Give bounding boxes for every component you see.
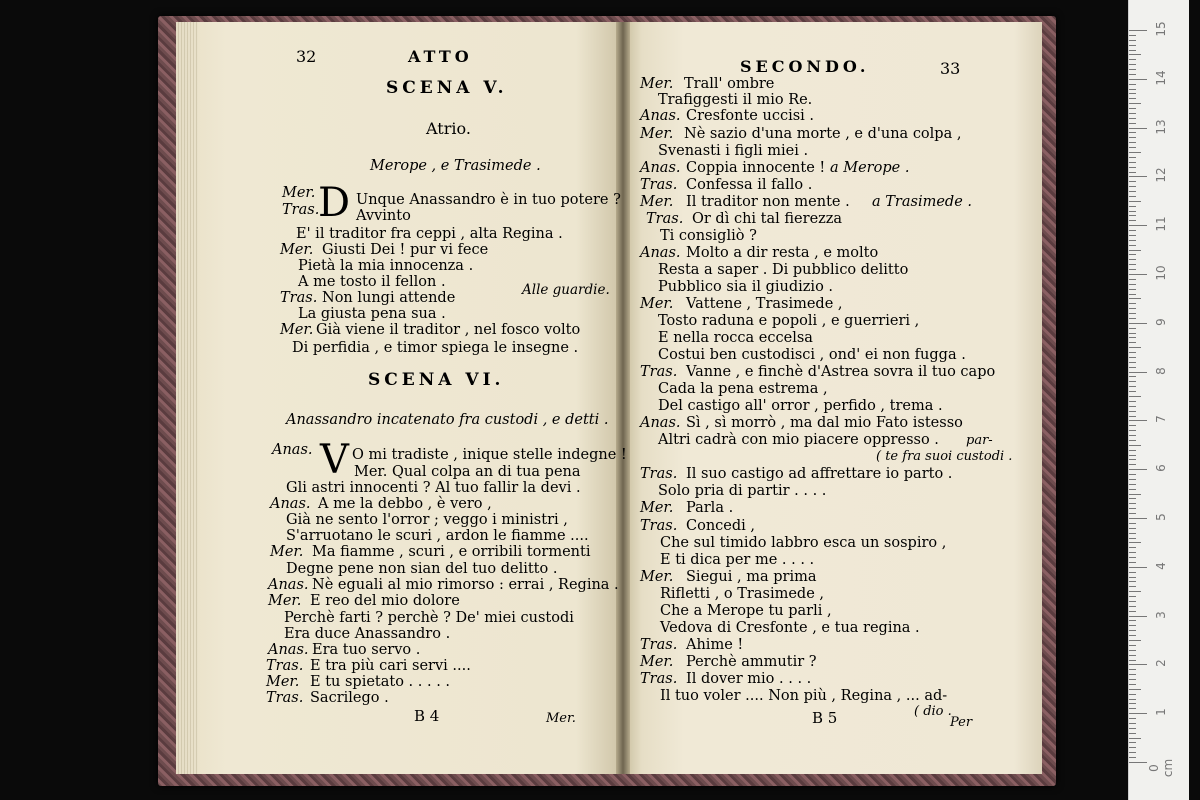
verse-line: E nella rocca eccelsa (658, 330, 813, 346)
ruler-tick (1129, 479, 1136, 480)
ruler-tick (1129, 206, 1136, 207)
ruler-tick (1129, 376, 1136, 377)
ruler-tick (1129, 723, 1136, 724)
page-number-right: 33 (940, 59, 961, 78)
book-gutter (616, 22, 630, 774)
ruler-tick (1129, 54, 1141, 55)
verse-line: Il tuo voler .... Non più , Regina , ... ad- (660, 688, 948, 704)
verse-line: Costui ben custodisci , ond' ei non fugga . (658, 347, 966, 363)
ruler-tick (1129, 708, 1136, 709)
verse-line: E ti dica per me . . . . (660, 552, 815, 568)
verse-line: Vattene , Trasimede , (686, 296, 843, 312)
ruler-number: 6 (1154, 464, 1168, 473)
ruler-number: 15 (1154, 21, 1168, 37)
verse-line: Nè sazio d'una morte , e d'una colpa , (684, 126, 962, 142)
ruler-tick (1129, 342, 1136, 343)
verse-line: Cresfonte uccisi . (686, 108, 815, 124)
speaker: Anas. (272, 442, 313, 458)
ruler-tick (1129, 84, 1136, 85)
ruler-tick (1129, 162, 1136, 163)
verse-line: Vedova di Cresfonte , e tua regina . (660, 620, 920, 636)
ruler-tick (1129, 733, 1136, 734)
ruler-tick (1129, 186, 1136, 187)
ruler-tick (1129, 601, 1136, 602)
ruler-tick (1129, 279, 1136, 280)
speaker: Anas. (640, 415, 681, 431)
verse-line: Nè eguali al mio rimorso : errai , Regina . (312, 577, 619, 593)
speaker: Mer. (266, 674, 300, 690)
speaker: Mer. (280, 242, 314, 258)
ruler-number: 2 (1154, 659, 1168, 668)
ruler-tick (1129, 196, 1136, 197)
ruler-tick (1129, 35, 1136, 36)
verse-line: E reo del mio dolore (310, 593, 460, 609)
ruler-number: 8 (1154, 366, 1168, 375)
ruler-tick (1129, 689, 1141, 690)
ruler-tick (1129, 269, 1136, 270)
verse-line: A me la debbo , è vero , (318, 496, 492, 512)
ruler-tick (1129, 323, 1147, 324)
ruler-tick (1129, 630, 1136, 631)
ruler-tick (1129, 59, 1136, 60)
ruler-tick (1129, 455, 1136, 456)
page-edges (176, 22, 198, 774)
ruler-number: 13 (1154, 118, 1168, 135)
verse-line: La giusta pena sua . (298, 306, 446, 322)
running-head-right: SECONDO. (740, 57, 870, 76)
ruler-tick (1129, 513, 1136, 514)
ruler-tick (1129, 98, 1136, 99)
ruler-tick (1129, 30, 1147, 31)
ruler-tick (1129, 69, 1136, 70)
ruler-tick (1129, 664, 1147, 665)
verse-line: E' il traditor fra ceppi , alta Regina . (296, 226, 563, 242)
ruler-tick (1129, 450, 1136, 451)
speaker: Anas. (268, 642, 309, 658)
ruler-tick (1129, 45, 1136, 46)
speaker: Anas. (640, 245, 681, 261)
verse-line: Vanne , e finchè d'Astrea sovra il tuo capo (686, 364, 996, 380)
verse-line: O mi tradiste , inique stelle indegne ! (352, 447, 627, 463)
ruler-tick (1129, 313, 1136, 314)
ruler-tick (1129, 289, 1136, 290)
ruler-tick (1129, 503, 1136, 504)
ruler-tick (1129, 596, 1136, 597)
measuring-ruler (1128, 0, 1189, 800)
verse-line: Che sul timido labbro esca un sospiro , (660, 535, 947, 551)
ruler-tick (1129, 215, 1136, 216)
speaker: Mer. (268, 593, 302, 609)
speaker: Mer. (640, 569, 674, 585)
ruler-number: 12 (1154, 167, 1168, 184)
verse-line: Giusti Dei ! pur vi fece (322, 242, 489, 258)
verse-line: Di perfidia , e timor spiega le insegne . (292, 340, 579, 356)
ruler-number: 11 (1154, 216, 1168, 232)
ruler-tick (1129, 240, 1136, 241)
speaker: Tras. (282, 202, 320, 218)
ruler-tick (1129, 518, 1147, 519)
ruler-tick (1129, 367, 1136, 368)
ruler-tick (1129, 181, 1136, 182)
ruler-tick (1129, 542, 1141, 543)
ruler-tick (1129, 635, 1136, 636)
stage-direction: a Merope . (830, 160, 910, 176)
signature-mark: B 5 (812, 709, 838, 727)
verse-line: Trafiggesti il mio Re. (658, 92, 813, 108)
ruler-tick (1129, 201, 1141, 202)
ruler-tick (1129, 435, 1136, 436)
stage-direction: ( te fra suoi custodi . (876, 449, 1013, 464)
ruler-tick (1129, 74, 1136, 75)
verse-line: Confessa il fallo . (686, 177, 813, 193)
speaker: Tras. (640, 637, 678, 653)
speaker: Anas. (640, 160, 681, 176)
ruler-tick (1129, 469, 1147, 470)
ruler-tick (1129, 484, 1136, 485)
ruler-tick (1129, 474, 1136, 475)
ruler-tick (1129, 489, 1136, 490)
ruler-tick (1129, 640, 1141, 641)
scene-characters: Merope , e Trasimede . (370, 158, 541, 174)
verse-line: Degne pene non sian del tuo delitto . (286, 561, 558, 577)
ruler-tick (1129, 586, 1136, 587)
ruler-tick (1129, 752, 1136, 753)
ruler-tick (1129, 172, 1136, 173)
ruler-tick (1129, 245, 1136, 246)
stage-direction: par- (966, 433, 993, 448)
ruler-tick (1129, 128, 1147, 129)
ruler-tick (1129, 230, 1136, 231)
ruler-tick (1129, 464, 1136, 465)
ruler-tick (1129, 655, 1136, 656)
scene-characters: Anassandro incatenato fra custodi , e detti . (286, 412, 609, 428)
ruler-tick (1129, 577, 1136, 578)
verse-line: Trall' ombre (684, 76, 775, 92)
ruler-tick (1129, 298, 1141, 299)
verse-line: Resta a saper . Di pubblico delitto (658, 262, 909, 278)
ruler-tick (1129, 176, 1147, 177)
ruler-tick (1129, 79, 1147, 80)
ruler-tick (1129, 103, 1141, 104)
ruler-tick (1129, 498, 1136, 499)
verse-line: Non lungi attende (322, 290, 456, 306)
verse-line: Rifletti , o Trasimede , (660, 586, 825, 602)
ruler-tick (1129, 137, 1136, 138)
ruler-tick (1129, 430, 1136, 431)
ruler-tick (1129, 616, 1147, 617)
speaker: Mer. (640, 296, 674, 312)
ruler-number: 7 (1154, 415, 1168, 424)
page-number-left: 32 (296, 47, 317, 66)
ruler-tick (1129, 333, 1136, 334)
ruler-number: 5 (1154, 513, 1168, 521)
ruler-tick (1129, 738, 1141, 739)
speaker: Mer. (640, 500, 674, 516)
ruler-tick (1129, 552, 1136, 553)
ruler-tick (1129, 650, 1136, 651)
speaker: Tras. (640, 177, 678, 193)
ruler-tick (1129, 523, 1136, 524)
ruler-tick (1129, 669, 1136, 670)
ruler-tick (1129, 674, 1136, 675)
ruler-tick (1129, 416, 1136, 417)
verse-line: Già ne sento l'orror ; veggo i ministri , (286, 512, 568, 528)
speaker: Tras. (266, 690, 304, 706)
verse-line: E tu spietato . . . . . (310, 674, 451, 690)
ruler-tick (1129, 50, 1136, 51)
ruler-tick (1129, 533, 1136, 534)
ruler-tick (1129, 396, 1141, 397)
speaker: Mer. (270, 544, 304, 560)
ruler-tick (1129, 225, 1147, 226)
verse-line: Era tuo servo . (312, 642, 421, 658)
stage-direction: ( dio . (914, 704, 952, 719)
verse-line: E tra più cari servi .... (310, 658, 471, 674)
ruler-tick (1129, 562, 1136, 563)
ruler-tick (1129, 211, 1136, 212)
ruler-tick (1129, 625, 1136, 626)
speaker: Tras. (640, 466, 678, 482)
ruler-tick (1129, 294, 1136, 295)
verse-line: Ti consigliò ? (660, 228, 757, 244)
ruler-tick (1129, 728, 1136, 729)
ruler-tick (1129, 606, 1136, 607)
verse-line: Avvinto (356, 208, 411, 224)
ruler-tick (1129, 508, 1136, 509)
ruler-tick (1129, 694, 1136, 695)
verse-line: Coppia innocente ! (686, 160, 826, 176)
ruler-tick (1129, 157, 1136, 158)
verse-line: Siegui , ma prima (686, 569, 817, 585)
verse-line: Parla . (686, 500, 734, 516)
stage-direction: a Trasimede . (872, 194, 972, 210)
verse-line: Molto a dir resta , e molto (686, 245, 879, 261)
verse-line: Cada la pena estrema , (658, 381, 828, 397)
ruler-tick (1129, 132, 1136, 133)
ruler-tick (1129, 357, 1136, 358)
verse-line: Pubblico sia il giudizio . (658, 279, 834, 295)
catchword: Per (950, 715, 973, 730)
verse-line: Il traditor non mente . (686, 194, 850, 210)
verse-line: Unque Anassandro è in tuo potere ? (356, 192, 621, 208)
verse-line: Sì , sì morrò , ma dal mio Fato istesso (686, 415, 963, 431)
speaker: Anas. (268, 577, 309, 593)
ruler-tick (1129, 538, 1136, 539)
ruler-number: 10 (1154, 265, 1168, 281)
ruler-tick (1129, 406, 1136, 407)
ruler-tick (1129, 459, 1136, 460)
verse-line: Del castigo all' orror , perfido , trema . (658, 398, 943, 414)
ruler-tick (1129, 679, 1136, 680)
running-head-left: ATTO (408, 47, 473, 66)
speaker: Tras. (640, 671, 678, 687)
ruler-number: 1 (1154, 708, 1168, 717)
ruler-tick (1129, 591, 1141, 592)
verse-line: Ma fiamme , scuri , e orribili tormenti (312, 544, 591, 560)
speaker: Tras. (280, 290, 318, 306)
ruler-tick (1129, 567, 1147, 568)
ruler-tick (1129, 425, 1136, 426)
ruler-tick (1129, 445, 1141, 446)
drop-cap: D (318, 180, 351, 226)
ruler-tick (1129, 557, 1136, 558)
ruler-tick (1129, 328, 1136, 329)
ruler-tick (1129, 142, 1136, 143)
ruler-tick (1129, 64, 1136, 65)
stage-direction: Alle guardie. (522, 282, 610, 298)
ruler-tick (1129, 386, 1136, 387)
verse-line: Il dover mio . . . . (686, 671, 812, 687)
ruler-tick (1129, 337, 1136, 338)
scene-setting: Atrio. (426, 119, 471, 138)
ruler-tick (1129, 703, 1136, 704)
ruler-tick (1129, 259, 1136, 260)
ruler-tick (1129, 318, 1136, 319)
ruler-tick (1129, 581, 1136, 582)
verse-line: Il suo castigo ad affrettare io parto . (686, 466, 953, 482)
speaker: Mer. (640, 194, 674, 210)
ruler-tick (1129, 220, 1136, 221)
verse-line: S'arruotano le scuri , ardon le fiamme .... (286, 528, 589, 544)
ruler-tick (1129, 352, 1136, 353)
verse-line: Gli astri innocenti ? Al tuo fallir la devi . (286, 480, 581, 496)
ruler-tick (1129, 620, 1136, 621)
ruler-tick (1129, 191, 1136, 192)
speaker: Tras. (646, 211, 684, 227)
scene-title: SCENA V. (386, 78, 508, 98)
ruler-number: 3 (1154, 610, 1168, 619)
ruler-tick (1129, 40, 1136, 41)
speaker: Mer. (280, 322, 314, 338)
ruler-tick (1129, 757, 1136, 758)
ruler-tick (1129, 660, 1136, 661)
ruler-tick (1129, 250, 1141, 251)
ruler-tick (1129, 89, 1136, 90)
ruler-tick (1129, 699, 1136, 700)
verse-line: A me tosto il fellon . (298, 274, 446, 290)
ruler-tick (1129, 118, 1136, 119)
verse-line: Solo pria di partir . . . . (658, 483, 827, 499)
ruler-tick (1129, 528, 1136, 529)
ruler-tick (1129, 152, 1141, 153)
ruler-tick (1129, 284, 1136, 285)
ruler-tick (1129, 713, 1147, 714)
ruler-tick (1129, 391, 1136, 392)
ruler-tick (1129, 440, 1136, 441)
verse-line: Già viene il traditor , nel fosco volto (316, 322, 581, 338)
verse-line: Tosto raduna e popoli , e guerrieri , (658, 313, 920, 329)
verse-line: Svenasti i figli miei . (658, 143, 809, 159)
speaker: Anas. (270, 496, 311, 512)
ruler-tick (1129, 572, 1136, 573)
ruler-tick (1129, 762, 1147, 763)
ruler-tick (1129, 235, 1136, 236)
verse-line: Altri cadrà con mio piacere oppresso . (658, 432, 939, 448)
ruler-tick (1129, 264, 1136, 265)
ruler-tick (1129, 611, 1136, 612)
catchword: Mer. (546, 711, 576, 726)
verse-line: Sacrilego . (310, 690, 389, 706)
speaker: Tras. (266, 658, 304, 674)
ruler-number: 0 cm (1147, 758, 1175, 778)
speaker: Mer. (640, 126, 674, 142)
ruler-tick (1129, 362, 1136, 363)
speaker: Tras. (640, 518, 678, 534)
drop-cap: V (320, 437, 349, 483)
ruler-tick (1129, 547, 1136, 548)
ruler-tick (1129, 347, 1141, 348)
ruler-tick (1129, 494, 1141, 495)
ruler-tick (1129, 167, 1136, 168)
ruler-tick (1129, 108, 1136, 109)
ruler-tick (1129, 93, 1136, 94)
verse-line: Concedi , (686, 518, 756, 534)
ruler-tick (1129, 411, 1136, 412)
speaker: Mer. (282, 185, 316, 201)
ruler-tick (1129, 274, 1147, 275)
verse-line: Pietà la mia innocenza . (298, 258, 474, 274)
speaker: Tras. (640, 364, 678, 380)
ruler-tick (1129, 645, 1136, 646)
verse-line: Or dì chi tal fierezza (692, 211, 843, 227)
ruler-tick (1129, 747, 1136, 748)
ruler-tick (1129, 684, 1136, 685)
ruler-tick (1129, 303, 1136, 304)
signature-mark: B 4 (414, 707, 440, 725)
ruler-tick (1129, 401, 1136, 402)
ruler-tick (1129, 254, 1136, 255)
scene-title: SCENA VI. (368, 370, 505, 390)
speaker: Mer. (640, 654, 674, 670)
ruler-tick (1129, 308, 1136, 309)
ruler-tick (1129, 147, 1136, 148)
ruler-tick (1129, 113, 1136, 114)
ruler-tick (1129, 123, 1136, 124)
ruler-tick (1129, 718, 1136, 719)
ruler-number: 14 (1154, 70, 1168, 86)
verse-line: Ahime ! (686, 637, 744, 653)
ruler-tick (1129, 372, 1147, 373)
ruler-number: 4 (1154, 561, 1168, 570)
verse-line: Perchè ammutir ? (686, 654, 817, 670)
ruler-tick (1129, 742, 1136, 743)
speaker: Anas. (640, 108, 681, 124)
speaker: Mer. (640, 76, 674, 92)
ruler-number: 9 (1154, 317, 1168, 326)
verse-line: Che a Merope tu parli , (660, 603, 832, 619)
verse-line: Era duce Anassandro . (284, 626, 451, 642)
ruler-tick (1129, 420, 1147, 421)
ruler-tick (1129, 381, 1136, 382)
verse-line: Perchè farti ? perchè ? De' miei custodi (284, 610, 574, 626)
verse-line: Mer. Qual colpa an di tua pena (354, 464, 581, 480)
